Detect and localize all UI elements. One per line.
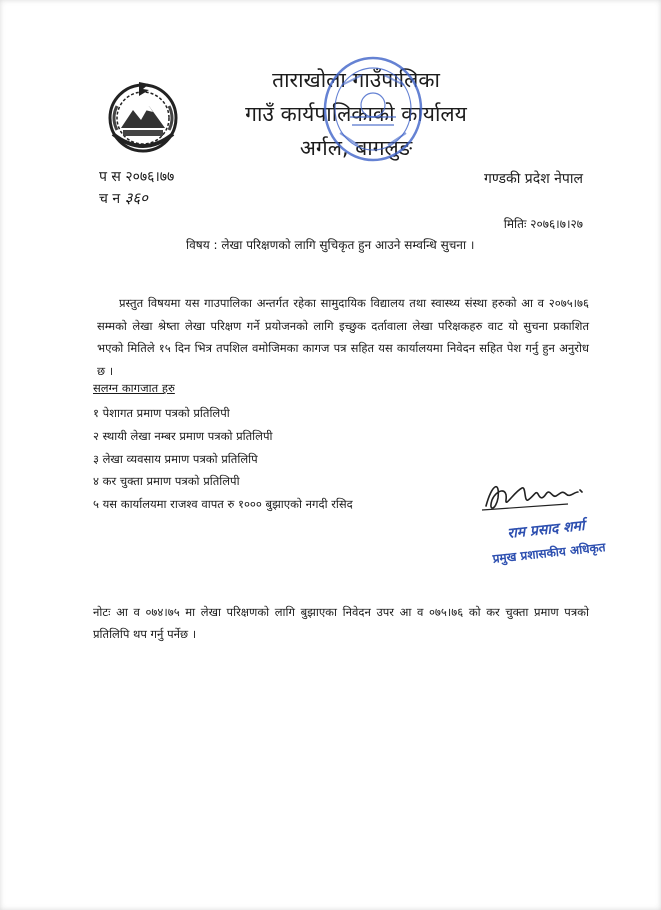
body-paragraph: प्रस्तुत विषयमा यस गाउपालिका अन्तर्गत रहेका सामुदायिक विद्यालय तथा स्वास्थ्य संस्था हरुको आ व २०७५।७६ सम्मको लेखा श्रेष्ता लेखा परिक्षण गर्ने प्रयोजनको लागि इच्छुक दर्तावाला लेखा परिक्षकहरु वाट यो सुचना प्रकाशित भएको मितिले १५ दिन भित्र तपशिल वमोजिमका कागज पत्र सहित यस कार्यालयमा निवेदन सहित पेश गर्नु हुन अनुरोध छ । <box>97 296 589 378</box>
dispatch-number <box>99 188 148 208</box>
office-address: अर्गल, बागलुङ <box>299 136 413 160</box>
office-stamp-icon <box>322 55 424 163</box>
signature-icon <box>478 470 594 518</box>
attachments-heading: सलग्न कागजात हरु <box>93 381 175 395</box>
dispatch-number-label: च न <box>99 191 121 207</box>
attachment-item: ४ कर चुक्ता प्रमाण पत्रको प्रतिलिपी <box>93 474 240 488</box>
letter-date: मितिः २०७६।७।२७ <box>503 217 583 231</box>
province-name: गण्डकी प्रदेश नेपाल <box>483 171 583 187</box>
letter-number <box>99 167 174 186</box>
letter-number-value: २०७६।७७ <box>125 169 175 185</box>
office-subtitle: गाउँ कार्यपालिकाको कार्यालय <box>245 102 467 126</box>
dispatch-number-value: ३६० <box>124 189 148 207</box>
attachment-item: ५ यस कार्यालयमा राजश्व वापत रु १००० बुझाएको नगदी रसिद <box>93 497 353 511</box>
letter-number-label: प स <box>99 169 121 185</box>
attachment-item: ३ लेखा व्यवसाय प्रमाण पत्रको प्रतिलिपि <box>93 452 258 466</box>
subject-line: विषय : लेखा परिक्षणको लागि सुचिकृत हुन आउने सम्वन्धि सुचना । <box>186 238 475 252</box>
officer-designation: प्रमुख प्रशासकीय अधिकृत <box>491 540 607 566</box>
attachment-item: २ स्थायी लेखा नम्बर प्रमाण पत्रको प्रतिलिपी <box>93 429 273 443</box>
attachment-item: १ पेशागत प्रमाण पत्रको प्रतिलिपी <box>93 406 230 420</box>
nepal-emblem-icon <box>103 76 183 156</box>
office-name: ताराखोला गाउँपालिका <box>272 68 440 92</box>
officer-name: राम प्रसाद शर्मा <box>506 517 586 543</box>
note-paragraph: नोटः आ व ०७४।७५ मा लेखा परिक्षणको लागि बुझाएका निवेदन उपर आ व ०७५।७६ को कर चुक्ता प्रमाण पत्रको प्रतिलिपि थप गर्नु पर्नेछ । <box>93 605 589 641</box>
